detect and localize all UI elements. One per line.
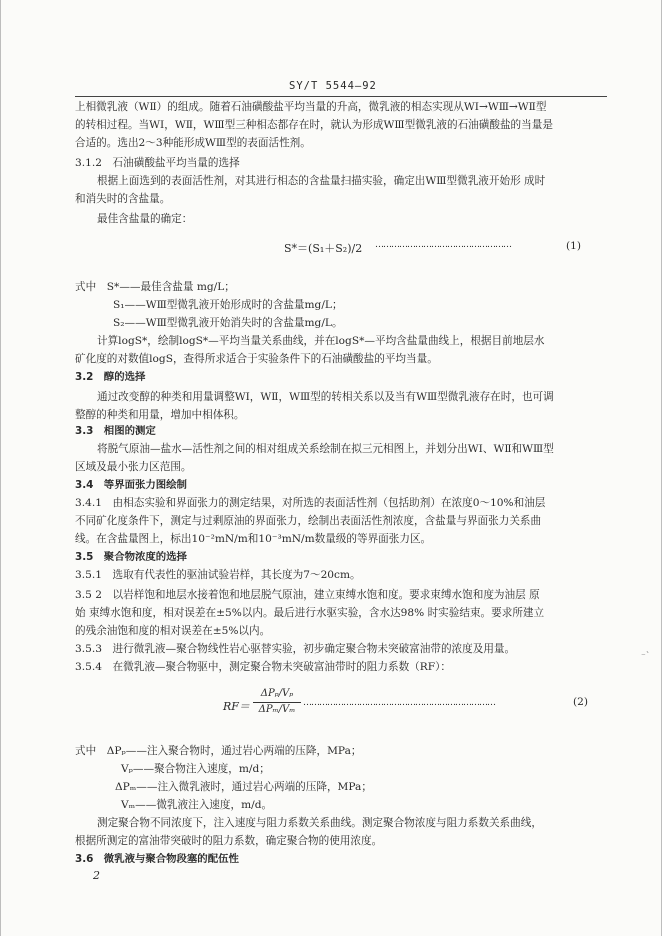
variable-definition: 式中 ΔPₚ——注入聚合物时，通过岩心两端的压降，MPa；: [75, 745, 362, 757]
variable-definition: Vₚ——聚合物注入速度，m/d；: [121, 763, 270, 775]
standard-code-header: SY/T 5544—92: [289, 80, 377, 92]
body-line: 将脱气原油—盐水—活性剂之间的相对组成关系绘制在拟三元相图上，并划分出WⅠ、WⅡ和WⅢ型: [97, 443, 554, 455]
body-line: 最佳含盐量的确定：: [97, 213, 193, 225]
body-line: 3.5.3 进行微乳液—聚合物线性岩心驱替实验，初步确定聚合物未突破富油带的浓度及用量。: [75, 643, 516, 655]
body-line: 的转相过程。当WⅠ，WⅡ，WⅢ型三种相态都存在时，就认为形成WⅢ型微乳液的石油磺酸盐的当量是: [75, 119, 553, 131]
body-line: 的残余油饱和度的相对误差在±5%以内。: [75, 625, 271, 637]
equation-2-number: (2): [573, 696, 589, 708]
variable-definition: S₁——WⅢ型微乳液开始形成时的含盐量mg/L；: [113, 299, 343, 311]
body-line: 不同矿化度条件下，测定与过剩原油的界面张力，绘制出表面活性剂浓度，含盐量与界面张力关系曲: [75, 515, 542, 527]
body-line: 矿化度的对数值logS，查得所求适合于实验条件下的石油磺酸盐的平均当量。: [75, 353, 438, 365]
section-3-4-heading: 3.4 等界面张力图绘制: [75, 479, 187, 491]
body-line: 根据上面选到的表面活性剂，对其进行相态的含盐量扫描实验，确定出WⅢ型微乳液开始形 成时: [97, 175, 546, 187]
section-3-5-heading: 3.5 聚合物浓度的选择: [75, 551, 187, 563]
equation-1-number: (1): [566, 240, 582, 252]
body-line: 3.5.1 选取有代表性的驱油试验岩样，其长度为7～20cm。: [75, 569, 361, 581]
equation-1-leader: ……………………………………………: [375, 240, 511, 250]
body-line: 和消失时的含盐量。: [75, 193, 171, 205]
equation-1-formula: S*＝(S₁＋S₂)/2: [284, 242, 363, 255]
variable-definition: S₂——WⅢ型微乳液开始消失时的含盐量mg/L。: [113, 317, 343, 329]
body-line: 3.5 2 以岩样饱和地层水接着饱和地层脱气原油，建立束缚水饱和度。要求束缚水饱和度为油层 原: [75, 589, 540, 601]
body-line: 合适的。选出2～3种能形成WⅢ型的表面活性剂。: [75, 137, 311, 149]
equation-2-fraction-bar: [253, 702, 301, 703]
variable-definition: ΔPₘ——注入微乳液时，通过岩心两端的压降，MPa；: [115, 781, 372, 793]
body-line: 计算logS*，绘制logS*—平均当量关系曲线，并在logS*—平均含盐量曲线上，根据目前地层水: [97, 335, 545, 347]
body-line: 线。在含盐量图上，标出10⁻²mN/m和10⁻³mN/m数量级的等界面张力区。: [75, 533, 432, 545]
section-3-3-heading: 3.3 相图的测定: [75, 425, 156, 437]
variable-definition: 式中 S*——最佳含盐量 mg/L；: [75, 281, 235, 293]
body-line: 3.4.1 由相态实验和界面张力的测定结果，对所选的表面活性剂（包括助剂）在浓度0～10%和油层: [75, 497, 546, 509]
scan-speck: ⁻ˋ: [641, 652, 651, 662]
body-line: 始 束缚水饱和度，相对误差在±5%以内。最后进行水驱实验，含水达98% 时实验结束。要求所建立: [75, 607, 545, 619]
equation-2-leader: ………………………………………………………………: [303, 698, 495, 708]
equation-2-numerator: ΔPₚ/Vₚ: [260, 688, 294, 699]
equation-2-lhs: RF＝: [223, 700, 250, 713]
section-3-2-heading: 3.2 醇的选择: [75, 371, 146, 383]
body-line: 整醇的种类和用量，增加中相体积。: [75, 409, 245, 421]
body-line: 根据所测定的富油带突破时的阻力系数，确定聚合物的使用浓度。: [75, 835, 383, 847]
body-line: 区域及最小张力区范围。: [75, 461, 192, 473]
body-line: 通过改变醇的种类和用量调整WⅠ，WⅡ，WⅢ型的转相关系以及当有WⅢ型微乳液存在时，也可调: [97, 391, 554, 403]
equation-2-denominator: ΔPₘ/Vₘ: [258, 704, 296, 715]
body-line: 上相微乳液（WⅡ）的组成。随着石油磺酸盐平均当量的升高，微乳液的相态实现从WⅠ→WⅢ→WⅡ型: [75, 101, 547, 113]
variable-definition: Vₘ——微乳液注入速度，m/d。: [121, 799, 273, 811]
body-line: 测定聚合物不同浓度下，注入速度与阻力系数关系曲线。测定聚合物浓度与阻力系数关系曲线，: [97, 817, 542, 829]
section-3-6-heading: 3.6 微乳液与聚合物段塞的配伍性: [75, 853, 239, 865]
body-line: 3.5.4 在微乳液—聚合物驱中，测定聚合物未突破富油带时的阻力系数（RF）：: [75, 661, 451, 673]
header-rule: [75, 96, 607, 97]
page-number: 2: [93, 869, 100, 882]
section-3-1-2-heading: 3.1.2 石油磺酸盐平均当量的选择: [75, 157, 240, 169]
